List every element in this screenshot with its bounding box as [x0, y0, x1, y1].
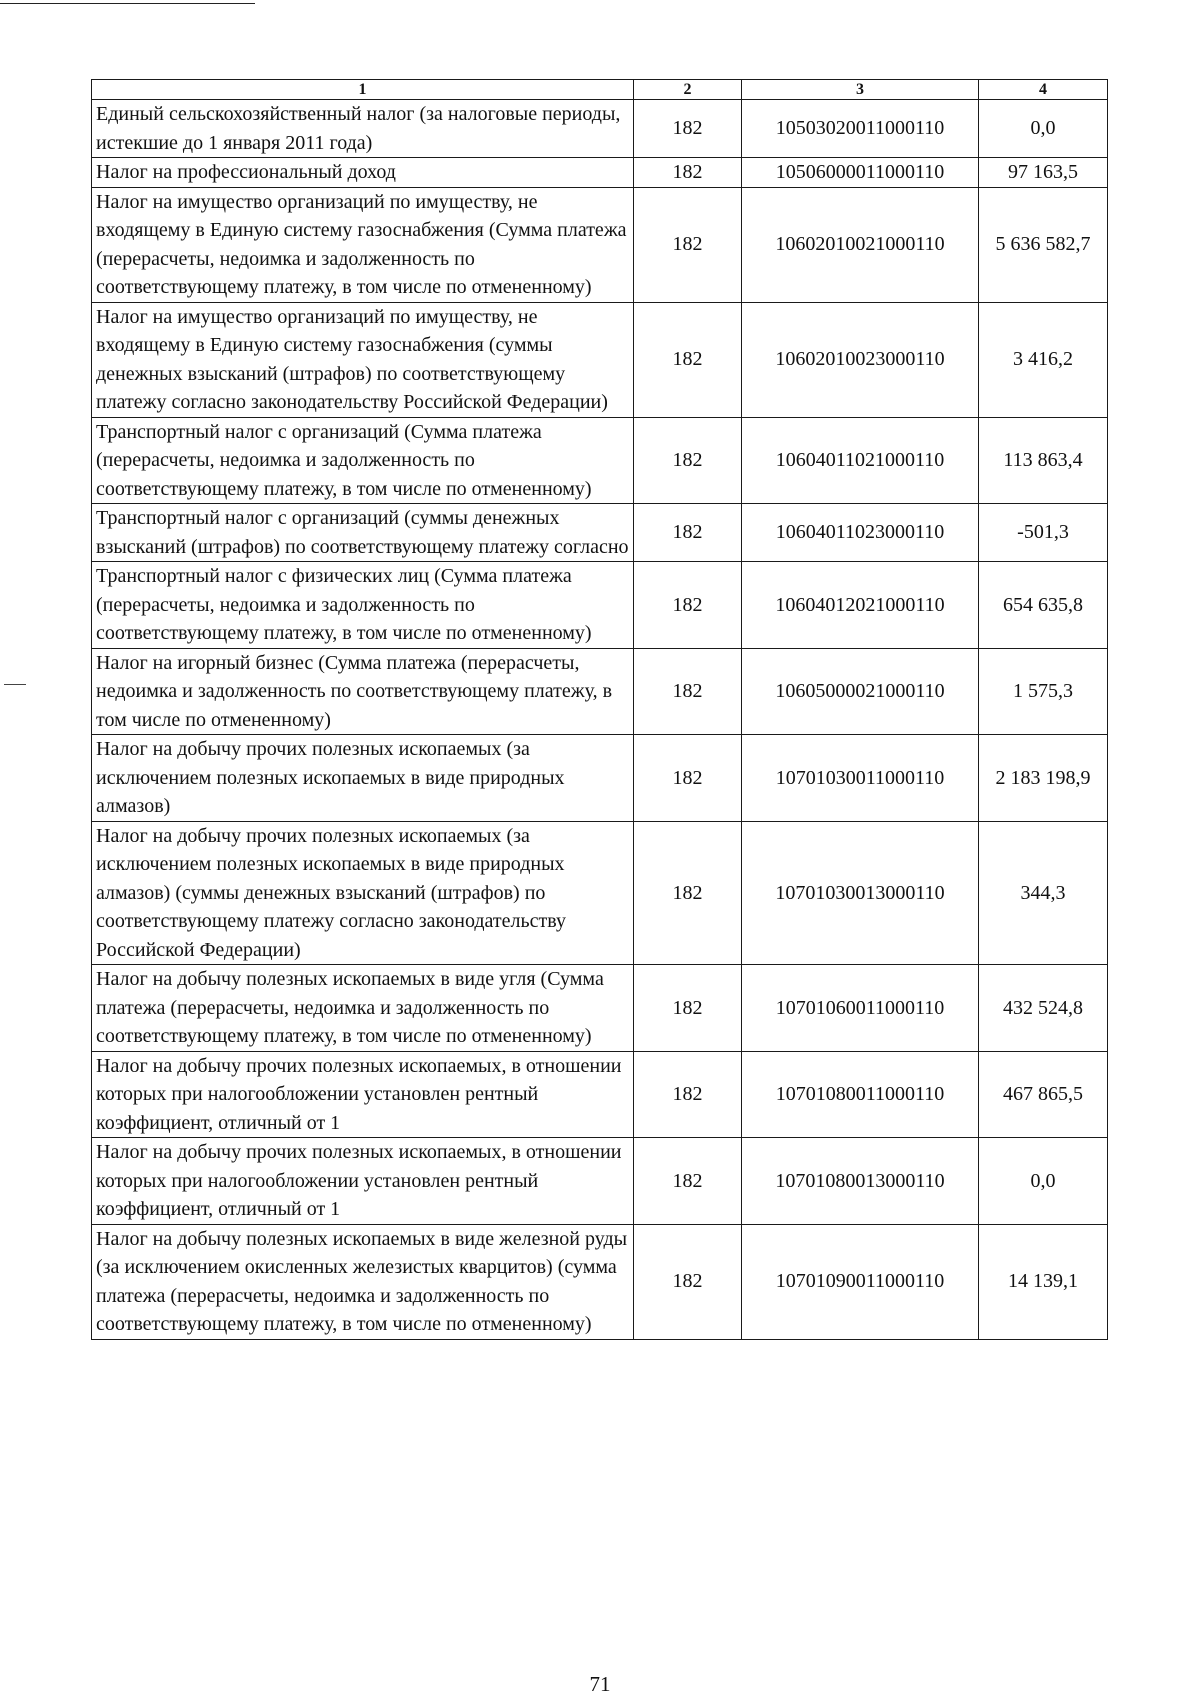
row-classification-code: 10602010021000110: [742, 187, 979, 302]
page-number: 71: [589, 1672, 611, 1696]
row-amount: -501,3: [979, 504, 1108, 562]
row-classification-code: 10604011021000110: [742, 417, 979, 504]
top-rule: [0, 3, 255, 4]
row-classification-code: 10604011023000110: [742, 504, 979, 562]
row-amount: 0,0: [979, 1138, 1108, 1225]
row-admin-code: 182: [634, 648, 742, 735]
row-admin-code: 182: [634, 417, 742, 504]
row-admin-code: 182: [634, 187, 742, 302]
row-admin-code: 182: [634, 302, 742, 417]
row-name: Налог на добычу прочих полезных ископаемых, в отношении которых при налогообложении установлен рентный коэффициент, отличный от 1: [92, 1138, 634, 1225]
row-name: Налог на имущество организаций по имуществу, не входящему в Единую систему газоснабжения (Сумма платежа (перерасчеты, недоимка и задолженность по соответствующему платежу, в том числе по отмененному): [92, 187, 634, 302]
table-row: [92, 965, 1108, 1052]
row-amount: 113 863,4: [979, 417, 1108, 504]
table-row: [92, 648, 1108, 735]
row-classification-code: 10701090011000110: [742, 1224, 979, 1339]
row-name: Налог на профессиональный доход: [92, 158, 634, 188]
row-classification-code: 10701060011000110: [742, 965, 979, 1052]
row-amount: 3 416,2: [979, 302, 1108, 417]
row-name: Налог на имущество организаций по имуществу, не входящему в Единую систему газоснабжения (суммы денежных взысканий (штрафов) по соответствующему платежу согласно законодательству Российской Федерации): [92, 302, 634, 417]
row-name: Налог на добычу прочих полезных ископаемых, в отношении которых при налогообложении установлен рентный коэффициент, отличный от 1: [92, 1051, 634, 1138]
row-classification-code: 10701030013000110: [742, 821, 979, 965]
revenue-table: [91, 79, 1108, 1340]
row-admin-code: 182: [634, 1224, 742, 1339]
row-admin-code: 182: [634, 504, 742, 562]
table-row: [92, 821, 1108, 965]
row-admin-code: 182: [634, 1051, 742, 1138]
row-classification-code: 10701080013000110: [742, 1138, 979, 1225]
table-row: [92, 187, 1108, 302]
table-row: [92, 1138, 1108, 1225]
row-classification-code: 10506000011000110: [742, 158, 979, 188]
header-col-1: 1: [92, 80, 634, 100]
row-amount: 0,0: [979, 100, 1108, 158]
row-amount: 467 865,5: [979, 1051, 1108, 1138]
row-admin-code: 182: [634, 735, 742, 822]
table-row: [92, 158, 1108, 188]
row-amount: 97 163,5: [979, 158, 1108, 188]
table-row: [92, 302, 1108, 417]
table-row: [92, 1051, 1108, 1138]
row-classification-code: 10605000021000110: [742, 648, 979, 735]
row-admin-code: 182: [634, 158, 742, 188]
row-name: Транспортный налог с организаций (суммы денежных взысканий (штрафов) по соответствующему платежу согласно: [92, 504, 634, 562]
table-row: [92, 504, 1108, 562]
row-classification-code: 10701080011000110: [742, 1051, 979, 1138]
row-admin-code: 182: [634, 1138, 742, 1225]
row-admin-code: 182: [634, 100, 742, 158]
row-name: Налог на добычу прочих полезных ископаемых (за исключением полезных ископаемых в виде природных алмазов) (суммы денежных взысканий (штрафов) по соответствующему платежу согласно законодательству Российской Федерации): [92, 821, 634, 965]
row-amount: 5 636 582,7: [979, 187, 1108, 302]
row-name: Налог на игорный бизнес (Сумма платежа (перерасчеты, недоимка и задолженность по соответствующему платежу, в том числе по отмененному): [92, 648, 634, 735]
row-amount: 2 183 198,9: [979, 735, 1108, 822]
header-row: [92, 80, 1108, 100]
margin-mark: [4, 684, 26, 685]
table-row: [92, 1224, 1108, 1339]
row-admin-code: 182: [634, 821, 742, 965]
row-name: Транспортный налог с физических лиц (Сумма платежа (перерасчеты, недоимка и задолженность по соответствующему платежу, в том числе по отмененному): [92, 562, 634, 649]
header-col-2: 2: [634, 80, 742, 100]
row-admin-code: 182: [634, 562, 742, 649]
row-amount: 1 575,3: [979, 648, 1108, 735]
row-name: Налог на добычу полезных ископаемых в виде угля (Сумма платежа (перерасчеты, недоимка и задолженность по соответствующему платежу, в том числе по отмененному): [92, 965, 634, 1052]
row-classification-code: 10701030011000110: [742, 735, 979, 822]
row-name: Транспортный налог с организаций (Сумма платежа (перерасчеты, недоимка и задолженность по соответствующему платежу, в том числе по отмененному): [92, 417, 634, 504]
table-row: [92, 562, 1108, 649]
row-name: Единый сельскохозяйственный налог (за налоговые периоды, истекшие до 1 января 2011 года): [92, 100, 634, 158]
row-admin-code: 182: [634, 965, 742, 1052]
table-row: [92, 100, 1108, 158]
row-amount: 432 524,8: [979, 965, 1108, 1052]
row-classification-code: 10604012021000110: [742, 562, 979, 649]
header-col-3: 3: [742, 80, 979, 100]
row-amount: 14 139,1: [979, 1224, 1108, 1339]
row-name: Налог на добычу прочих полезных ископаемых (за исключением полезных ископаемых в виде природных алмазов): [92, 735, 634, 822]
row-classification-code: 10602010023000110: [742, 302, 979, 417]
row-classification-code: 10503020011000110: [742, 100, 979, 158]
row-name: Налог на добычу полезных ископаемых в виде железной руды (за исключением окисленных железистых кварцитов) (сумма платежа (перерасчеты, недоимка и задолженность по соответствующему платежу, в том числе по отмененному): [92, 1224, 634, 1339]
table-row: [92, 417, 1108, 504]
table-row: [92, 735, 1108, 822]
header-col-4: 4: [979, 80, 1108, 100]
row-amount: 344,3: [979, 821, 1108, 965]
row-amount: 654 635,8: [979, 562, 1108, 649]
